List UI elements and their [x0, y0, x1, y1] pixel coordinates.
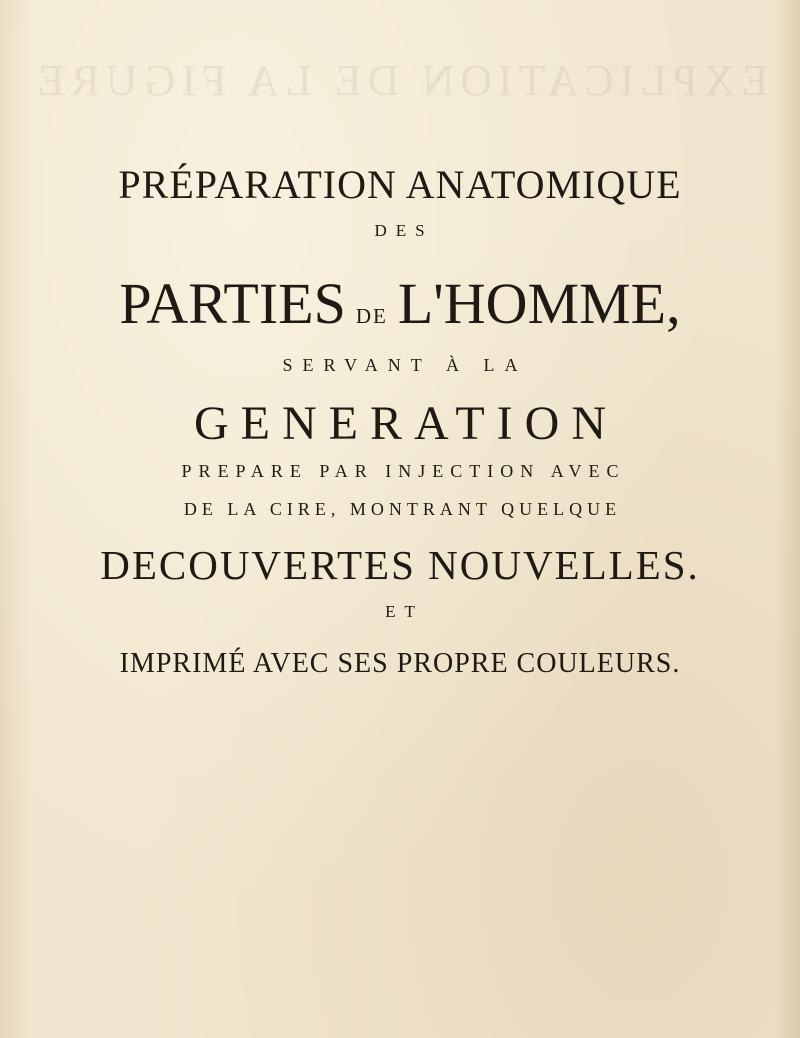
title-line-et: ET [385, 602, 424, 621]
title-word-parties: PARTIES [119, 271, 346, 336]
title-line-decouvertes: DECOUVERTES NOUVELLES. [100, 542, 700, 588]
title-word-lhomme: L'HOMME, [397, 271, 681, 336]
title-line-parties [0, 271, 800, 336]
show-through-ghost-text: EXPLICATION DE LA FIGURE [31, 56, 769, 105]
title-line-generation: GENERATION [194, 397, 618, 450]
title-line-imprime: IMPRIMÉ AVEC SES PROPRE COULEURS. [119, 648, 681, 679]
title-line-preparation: PRÉPARATION ANATOMIQUE [118, 162, 682, 207]
title-line-prepare: PREPARE PAR INJECTION AVEC [181, 461, 626, 481]
title-word-de: DE [355, 304, 388, 328]
title-line-cire: DE LA CIRE, MONTRANT QUELQUE [183, 499, 622, 519]
title-line-servant: SERVANT À LA [282, 355, 528, 375]
title-line-des: DES [374, 221, 434, 240]
